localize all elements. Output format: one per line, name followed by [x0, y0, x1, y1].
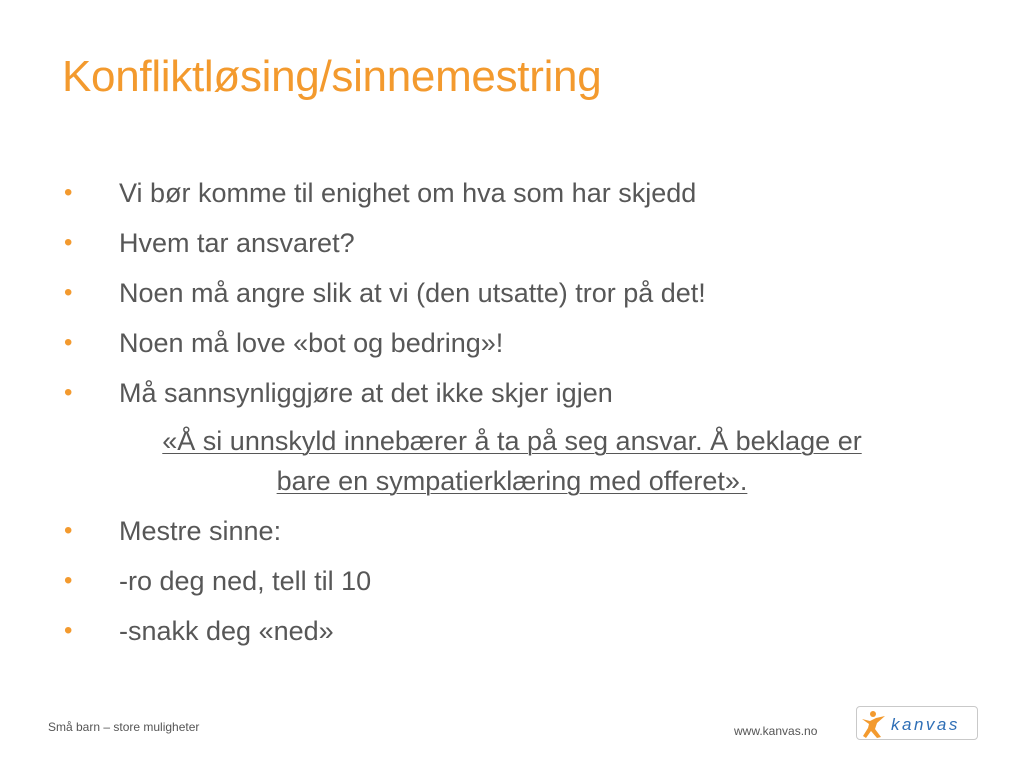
quote-line-1: [0, 421, 1024, 461]
underlined-quote: [0, 418, 1024, 506]
quote-line-2-text: bare en sympatierklæring med offeret».: [276, 466, 748, 496]
bullet-list: [0, 168, 1024, 656]
bullet-marker: •: [64, 279, 73, 306]
bullet-marker: •: [64, 517, 73, 544]
bullet-marker: •: [64, 179, 73, 206]
bullet-item: [0, 506, 1024, 556]
footer-tagline: Små barn – store muligheter: [48, 720, 200, 734]
bullet-text: Mestre sinne:: [119, 516, 282, 546]
bullet-text: Hvem tar ansvaret?: [119, 228, 355, 258]
bullet-item: [0, 268, 1024, 318]
bullet-text: -snakk deg «ned»: [119, 616, 334, 646]
bullet-item: [0, 556, 1024, 606]
logo-wordmark: kanvas: [891, 715, 960, 734]
bullet-marker: •: [64, 379, 73, 406]
bullet-marker: •: [64, 329, 73, 356]
kanvas-logo: [856, 706, 978, 740]
bullet-text: Noen må angre slik at vi (den utsatte) tror på det!: [119, 278, 706, 308]
kanvas-figure-logo-icon: [857, 707, 979, 741]
bullet-item: [0, 218, 1024, 268]
bullet-text: -ro deg ned, tell til 10: [119, 566, 372, 596]
bullet-text: Noen må love «bot og bedring»!: [119, 328, 504, 358]
quote-line-1-text: «Å si unnskyld innebærer å ta på seg ansvar. Å beklage er: [162, 426, 862, 456]
bullet-marker: •: [64, 567, 73, 594]
bullet-text: Vi bør komme til enighet om hva som har skjedd: [119, 178, 697, 208]
slide-title: Konfliktløsing/sinnemestring: [62, 52, 602, 101]
bullet-item: [0, 368, 1024, 418]
quote-line-2: [0, 461, 1024, 501]
bullet-marker: •: [64, 229, 73, 256]
bullet-item: [0, 606, 1024, 656]
bullet-item: [0, 318, 1024, 368]
bullet-marker: •: [64, 617, 73, 644]
bullet-text: Må sannsynliggjøre at det ikke skjer igjen: [119, 378, 613, 408]
bullet-item: [0, 168, 1024, 218]
footer-url: www.kanvas.no: [734, 724, 818, 738]
